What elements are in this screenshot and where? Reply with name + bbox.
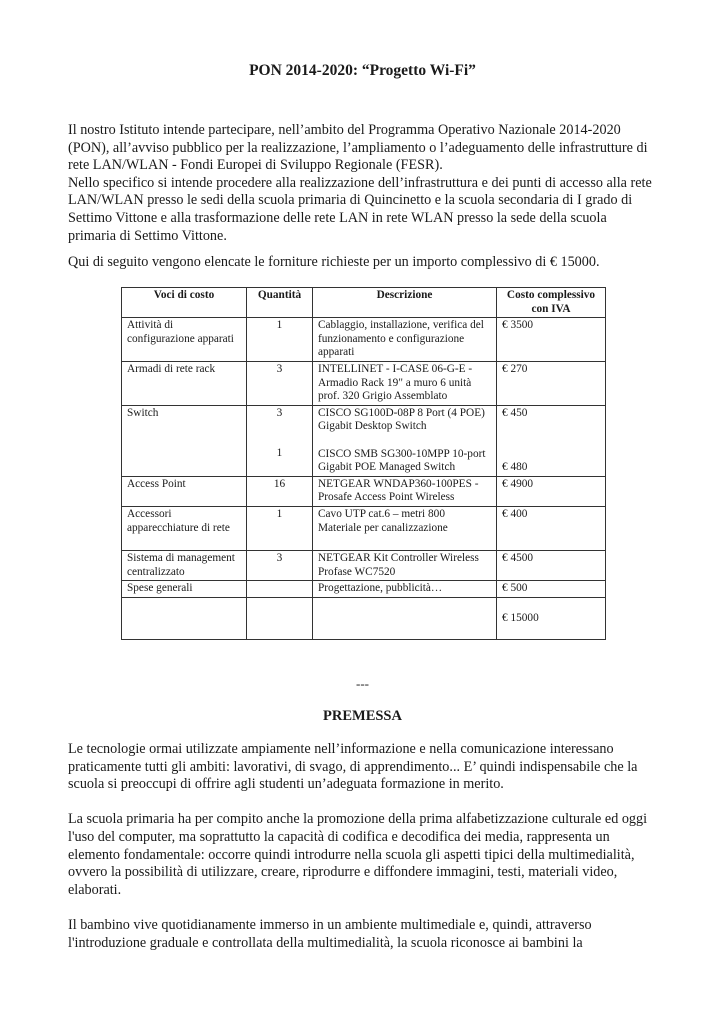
cell-desc: NETGEAR WNDAP360-100PES - Prosafe Access Point Wireless [313, 476, 497, 506]
table-row [122, 550, 606, 580]
cell-total: € 15000 [502, 612, 539, 625]
section-title: PREMESSA [323, 708, 402, 724]
cell-qty-2: 1 [276, 447, 283, 460]
cell-cost: € 270 [497, 361, 606, 405]
cell-voce: Sistema di management centralizzato [122, 550, 247, 580]
intro-text-1: Il nostro Istituto intende partecipare, nell’ambito del Programma Operativo Nazionale 2014-2020 (PON), all’avviso pubblico per la realizzazione, l’ampliamento o l’adeguamento delle infrastrutture di rete LAN/WLAN - Fondi Europei di Sviluppo Regionale (FESR). [68, 122, 648, 174]
cell-desc: Cablaggio, installazione, verifica del funzionamento e configurazione apparati [313, 318, 497, 362]
cell-total-group [497, 597, 606, 639]
cell-voce: Attività di configurazione apparati [122, 318, 247, 362]
premessa-text-1: Le tecnologie ormai utilizzate ampiamente nell’informazione e nella comunicazione interessano praticamente tutti gli ambiti: lavorativi, di svago, di apprendimento... E’ quindi indispensabile che la scuola si preoccupi di offrire agli studenti un’adeguata formazione in merito. [68, 741, 638, 793]
cell-voce: Accessori apparecchiature di rete [122, 506, 247, 550]
premessa-text-3: Il bambino vive quotidianamente immerso in un ambiente multimediale e, quindi, attraverso l'introduzione graduale e controllata della multimedialità, la scuola riconosce ai bambini la [68, 916, 592, 951]
intro-text-2: Nello specifico si intende procedere alla realizzazione dell’infrastruttura e dei punti di accesso alla rete LAN/WLAN presso le sedi della scuola primaria di Quincinetto e la scuola secondaria di I grado di Settimo Vittone e alla trasformazione delle rete LAN in rete WLAN presso la sede della scuola primaria di Settimo Vittone. [68, 174, 652, 244]
cell-empty [313, 597, 497, 639]
table-header-row [122, 288, 606, 318]
cell-qty: 3 [247, 550, 313, 580]
importo-paragraph [68, 254, 658, 272]
cell-empty [122, 597, 247, 639]
cell-qty: 3 [247, 361, 313, 405]
table-total-row [122, 597, 606, 639]
cell-desc: CISCO SG100D-08P 8 Port (4 POE) Gigabit Desktop Switch [318, 406, 485, 433]
table-row [122, 506, 606, 550]
cell-qty: 1 [247, 318, 313, 362]
cell-desc: Cavo UTP cat.6 – metri 800 Materiale per canalizzazione [313, 506, 497, 550]
cell-cost: € 3500 [497, 318, 606, 362]
cell-desc-group [313, 405, 497, 476]
cell-desc: INTELLINET - I-CASE 06-G-E - Armadio Rack 19" a muro 6 unità prof. 320 Grigio Assemblato [313, 361, 497, 405]
table-row [122, 581, 606, 598]
cell-qty-group [247, 405, 313, 476]
cell-voce: Armadi di rete rack [122, 361, 247, 405]
premessa-text-2: La scuola primaria ha per compito anche la promozione della prima alfabetizzazione culturale ed oggi l'uso del computer, ma soprattutto la capacità di codifica e decodifica dei media, rappresenta un elemento fondamentale: occorre quindi introdurre nella scuola gli aspetti tipici della multimedialità, ovvero la possibilità di utilizzare, creare, riprodurre e diffondere immagini, testi, materiali video, elaborati. [68, 811, 648, 898]
header-descrizione: Descrizione [313, 288, 497, 318]
cell-cost-group [497, 405, 606, 476]
cell-qty: 3 [276, 406, 283, 419]
cell-cost-2: € 480 [502, 461, 528, 474]
cell-qty [247, 581, 313, 598]
table-row [122, 476, 606, 506]
intro-paragraph [68, 122, 658, 245]
cell-cost: € 400 [497, 506, 606, 550]
page-title: PON 2014-2020: “Progetto Wi-Fi” [249, 62, 476, 79]
separator: --- [356, 676, 369, 691]
cell-empty [247, 597, 313, 639]
header-quantita: Quantità [247, 288, 313, 318]
cell-cost: € 500 [497, 581, 606, 598]
cell-desc: NETGEAR Kit Controller Wireless Profase WC7520 [313, 550, 497, 580]
importo-text: Qui di seguito vengono elencate le forniture richieste per un importo complessivo di € 15000. [68, 254, 600, 270]
table-row [122, 361, 606, 405]
cell-qty: 1 [247, 506, 313, 550]
header-voci: Voci di costo [122, 288, 247, 318]
cell-voce: Spese generali [122, 581, 247, 598]
cell-desc: Progettazione, pubblicità… [313, 581, 497, 598]
cost-table [121, 287, 606, 640]
cell-desc-2: CISCO SMB SG300-10MPP 10-port Gigabit POE Managed Switch [318, 447, 486, 474]
table-row [122, 318, 606, 362]
header-costo: Costo complessivo con IVA [497, 288, 606, 318]
table-row [122, 405, 606, 476]
premessa-section [68, 741, 658, 952]
cell-cost: € 450 [502, 406, 528, 419]
cell-voce: Access Point [122, 476, 247, 506]
cell-cost: € 4900 [497, 476, 606, 506]
cell-qty: 16 [247, 476, 313, 506]
cell-voce: Switch [122, 405, 247, 476]
cell-cost: € 4500 [497, 550, 606, 580]
